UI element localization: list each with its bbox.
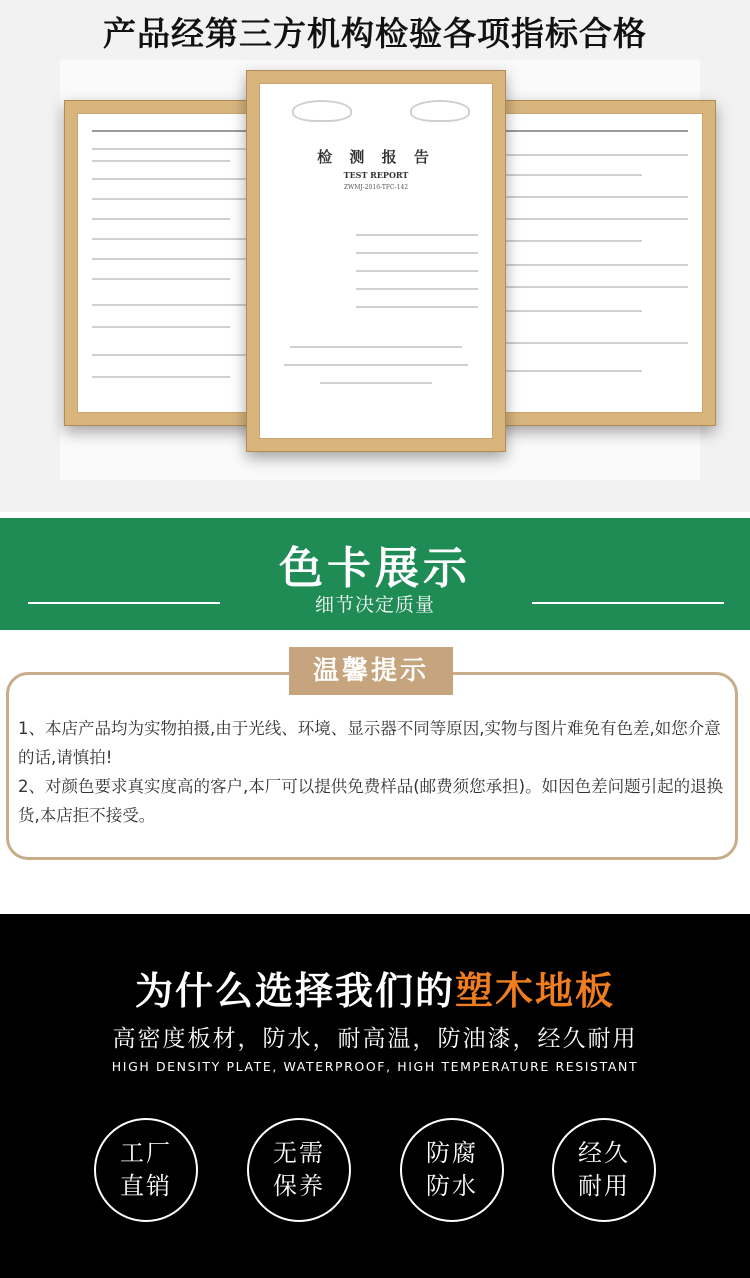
badge-line: 直销 xyxy=(120,1172,172,1200)
badge-line: 工厂 xyxy=(120,1139,172,1167)
color-card-title: 色卡展示 xyxy=(279,543,471,594)
certification-seal-icon xyxy=(410,100,470,122)
certificate-paper-right xyxy=(479,113,703,413)
certificate-heading: 产品经第三方机构检验各项指标合格 xyxy=(103,14,647,53)
certificate-frame-main xyxy=(246,70,506,452)
why-title xyxy=(0,960,750,1015)
color-card-subtitle: 细节决定质量 xyxy=(314,594,435,616)
badge-durable xyxy=(552,1118,656,1222)
notice-paragraph-1: 1、本店产品均为实物拍摄,由于光线、环境、显示器不同等原因,实物与图片难免有色差,如您介意的话,请慎拍! xyxy=(18,719,721,767)
notice-paragraph-2: 2、对颜色要求真实度高的客户,本厂可以提供免费样品(邮费须您承担)。如因色差问题引起的退换货,本店拒不接受。 xyxy=(18,777,724,825)
color-card-banner xyxy=(0,518,750,630)
badge-no-maintenance xyxy=(247,1118,351,1222)
why-subtitle: 高密度板材，防水，耐高温，防油漆，经久耐用 xyxy=(112,1026,638,1052)
badge-line: 保养 xyxy=(273,1172,325,1200)
report-number: ZWMJ-2016-TFC-142 xyxy=(343,184,409,191)
divider-right xyxy=(532,602,724,604)
badge-factory-direct xyxy=(94,1118,198,1222)
why-choose-us-section xyxy=(0,914,750,1278)
certificate-photo xyxy=(60,60,700,480)
why-subtitle-en: HIGH DENSITY PLATE, WATERPROOF, HIGH TEMPERATURE RESISTANT xyxy=(111,1059,639,1074)
badge-line: 防水 xyxy=(426,1172,478,1200)
certificate-section xyxy=(0,0,750,512)
why-title-prefix: 为什么选择我们的 xyxy=(134,969,455,1013)
badge-line: 耐用 xyxy=(578,1172,630,1200)
notice-tag: 温馨提示 xyxy=(289,647,453,695)
certificate-paper-main xyxy=(259,83,493,439)
badge-line: 无需 xyxy=(273,1139,325,1167)
badge-line: 防腐 xyxy=(426,1139,478,1167)
notice-text xyxy=(18,714,730,830)
certification-logo-icon xyxy=(292,100,352,122)
badge-anticorrosion-waterproof xyxy=(400,1118,504,1222)
why-title-highlight: 塑木地板 xyxy=(455,969,616,1013)
report-title-zh: 检 测 报 告 xyxy=(317,148,435,166)
badge-line: 经久 xyxy=(578,1139,630,1167)
report-title-en: TEST REPORT xyxy=(343,170,409,180)
